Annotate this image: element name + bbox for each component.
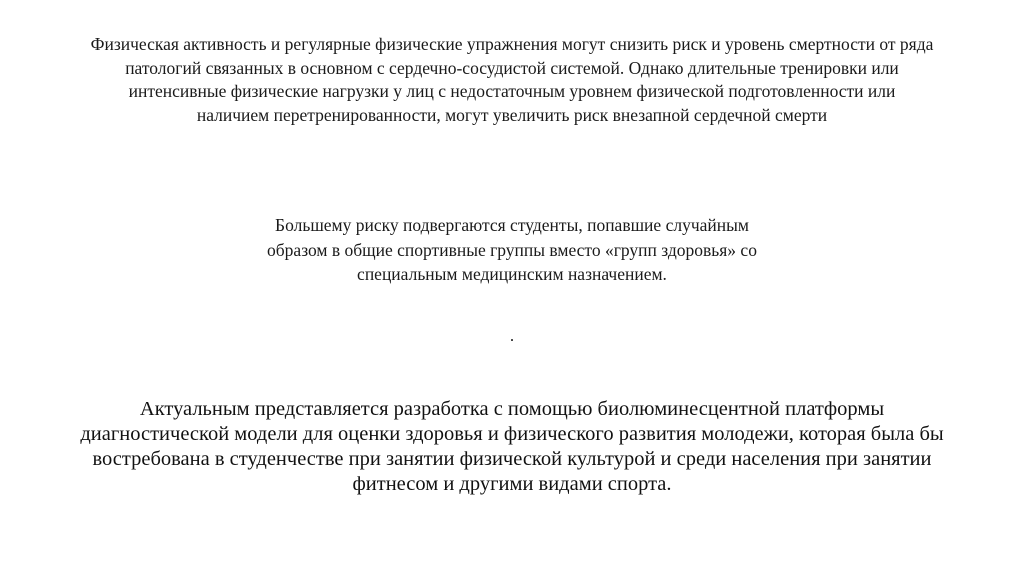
text-line: диагностической модели для оценки здоровья и физического развития молодежи, которая была бы — [80, 423, 944, 445]
text-line: Актуальным представляется разработка с помощью биолюминесцентной платформы — [139, 398, 885, 420]
text-line: Физическая активность и регулярные физические упражнения могут снизить риск и уровень смертности от ряда — [90, 34, 934, 54]
paragraph-students-risk — [0, 213, 1024, 287]
text-line: интенсивные физические нагрузки у лиц с недостаточным уровнем физической подготовленности или — [128, 81, 896, 101]
text-line: наличием перетренированности, могут увеличить риск внезапной сердечной смерти — [196, 104, 828, 125]
text-line: фитнесом и другими видами спорта. — [352, 473, 672, 495]
text-line: востребована в студенчестве при занятии физической культурой и среди населения при занятии — [92, 448, 932, 470]
separator-dot: . — [509, 326, 515, 345]
text-line: образом в общие спортивные группы вместо «групп здоровья» со — [267, 239, 757, 260]
paragraph-physical-activity-risk — [0, 33, 1024, 127]
paragraph-diagnostic-model — [0, 397, 1024, 497]
text-line: патологий связанных в основном с сердечно-сосудистой системой. Однако длительные тренировки или — [125, 57, 899, 78]
text-line: специальным медицинским назначением. — [357, 264, 667, 284]
text-line: Большему риску подвергаются студенты, попавшие случайным — [275, 215, 749, 235]
